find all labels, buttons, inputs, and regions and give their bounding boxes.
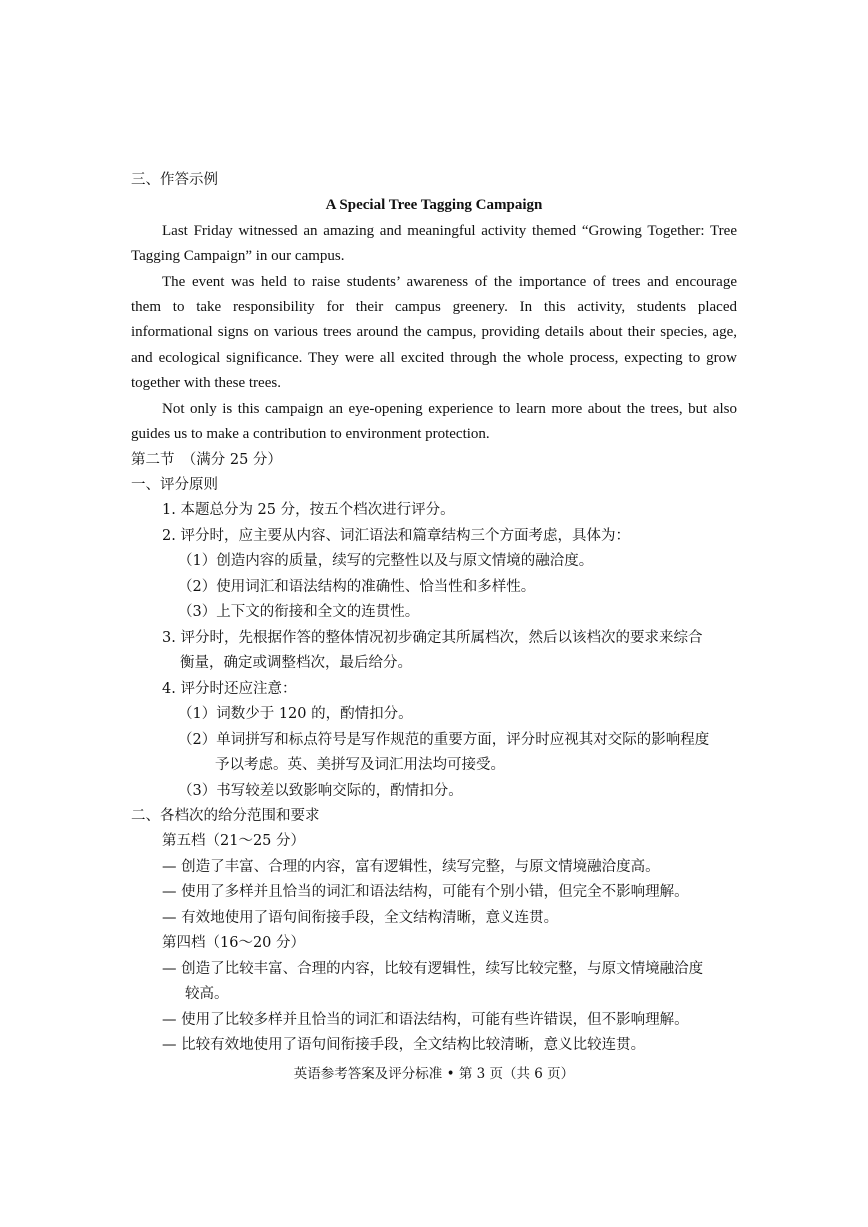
list-item: 4. 评分时还应注意： <box>162 681 297 697</box>
essay-paragraph-line: them to take responsibility for their campus greenery. In this activity, students placed <box>131 299 737 315</box>
sub-item: （3）上下文的衔接和全文的连贯性。 <box>178 604 420 620</box>
sub-item: （2）使用词汇和语法结构的准确性、恰当性和多样性。 <box>178 579 536 595</box>
list-item: 1. 本题总分为 25 分，按五个档次进行评分。 <box>162 502 455 518</box>
sub-item: （2）单词拼写和标点符号是写作规范的重要方面，评分时应视其对交际的影响程度 <box>178 732 710 748</box>
essay-paragraph-line: Tagging Campaign” in our campus. <box>131 248 345 264</box>
sub-item: （1）创造内容的质量，续写的完整性以及与原文情境的融洽度。 <box>178 553 594 569</box>
essay-paragraph-line: Last Friday witnessed an amazing and meaningful activity themed “Growing Together: Tree <box>162 223 737 239</box>
sub-item-continuation: 予以考虑。英、美拼写及词汇用法均可接受。 <box>215 757 505 773</box>
sub-item: （1）词数少于 120 的，酌情扣分。 <box>178 706 413 722</box>
essay-title: A Special Tree Tagging Campaign <box>325 197 543 213</box>
level-point: — 创造了比较丰富、合理的内容，比较有逻辑性，续写比较完整，与原文情境融洽度 <box>162 961 704 977</box>
essay-paragraph-line: together with these trees. <box>131 375 281 391</box>
principles-heading: 一、评分原则 <box>131 477 218 493</box>
level-point: — 创造了丰富、合理的内容，富有逻辑性，续写完整，与原文情境融洽度高。 <box>162 859 660 875</box>
sub-item: （3）书写较差以致影响交际的，酌情扣分。 <box>178 783 463 799</box>
essay-paragraph-line: The event was held to raise students’ awareness of the importance of trees and encourage <box>162 274 737 290</box>
level-point: — 使用了多样并且恰当的词汇和语法结构，可能有个别小错，但完全不影响理解。 <box>162 884 689 900</box>
list-item-continuation: 衡量，确定或调整档次，最后给分。 <box>180 655 412 671</box>
part-heading: 第二节 （满分 25 分） <box>131 452 282 468</box>
list-item: 3. 评分时，先根据作答的整体情况初步确定其所属档次，然后以该档次的要求来综合 <box>162 630 703 646</box>
level-title: 第四档（16～20 分） <box>162 935 306 951</box>
essay-paragraph-line: and ecological significance. They were all excited through the whole process, expecting to grow <box>131 350 737 366</box>
ranges-heading: 二、各档次的给分范围和要求 <box>131 808 320 824</box>
level-point: — 使用了比较多样并且恰当的词汇和语法结构，可能有些许错误，但不影响理解。 <box>162 1012 689 1028</box>
essay-paragraph-line: guides us to make a contribution to environment protection. <box>131 426 490 442</box>
level-point: — 有效地使用了语句间衔接手段，全文结构清晰，意义连贯。 <box>162 910 559 926</box>
level-title: 第五档（21～25 分） <box>162 833 306 849</box>
section-heading: 三、作答示例 <box>131 172 218 188</box>
list-item: 2. 评分时，应主要从内容、词汇语法和篇章结构三个方面考虑，具体为： <box>162 528 630 544</box>
level-point: — 比较有效地使用了语句间衔接手段，全文结构比较清晰，意义比较连贯。 <box>162 1037 646 1053</box>
page-footer: 英语参考答案及评分标准 • 第 3 页（共 6 页） <box>293 1066 575 1082</box>
level-point-continuation: 较高。 <box>185 986 229 1002</box>
essay-paragraph-line: informational signs on various trees around the campus, providing details about their species, age, <box>131 324 737 340</box>
essay-paragraph-line: Not only is this campaign an eye-opening experience to learn more about the trees, but also <box>162 401 737 417</box>
